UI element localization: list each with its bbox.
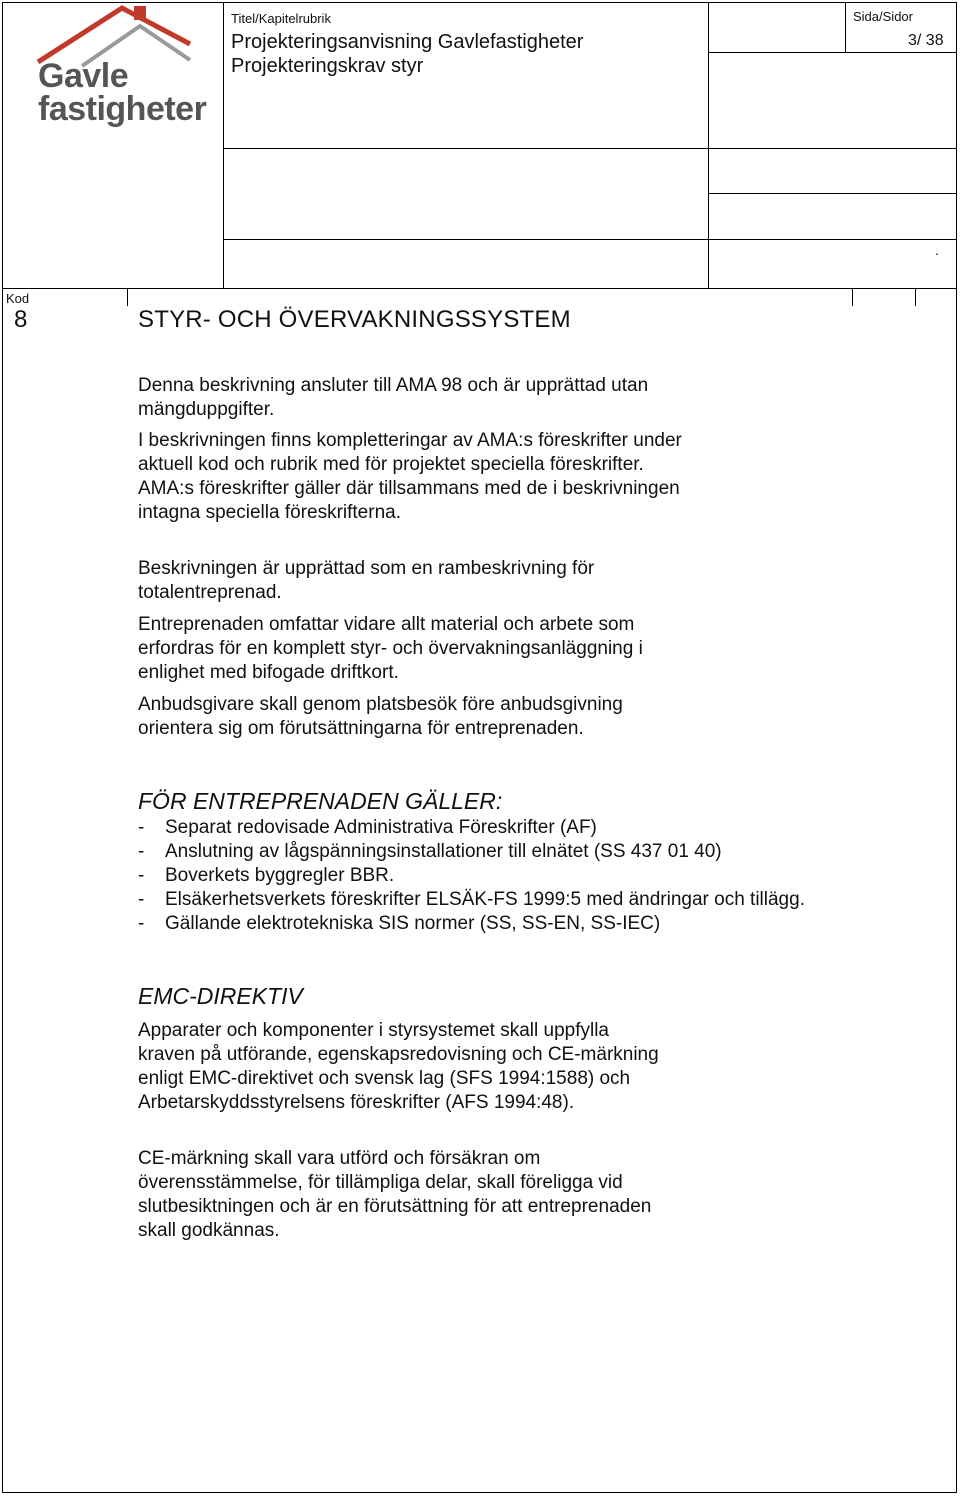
header-divider-mid [708, 2, 709, 288]
intro-paragraph-3: Beskrivningen är upprättad som en rambeskrivning för totalentreprenad. [138, 558, 595, 603]
kod-label: Kod [6, 291, 30, 306]
header-rule-1 [223, 148, 957, 149]
kod-tick [915, 288, 916, 306]
header-divider-left [223, 2, 224, 288]
list-item: - Boverkets byggregler BBR. [138, 865, 395, 886]
applies-list [138, 816, 838, 936]
header-rule-page [708, 52, 957, 53]
kod-tick [852, 288, 853, 306]
intro-paragraph-1: Denna beskrivning ansluter till AMA 98 och är upprättad utan mängduppgifter. [138, 375, 649, 420]
logo-text-line1: Gavle [38, 57, 129, 95]
document-subtitle: Projekteringskrav styr [231, 55, 424, 77]
page-label: Sida/Sidor [853, 9, 913, 24]
intro-paragraph-5: Anbudsgivare skall genom platsbesök före anbudsgivning orientera sig om förutsättningarna för entreprenaden. [138, 694, 623, 739]
document-title: Projekteringsanvisning Gavlefastigheter [231, 31, 584, 53]
intro-paragraph-2: I beskrivningen finns kompletteringar av AMA:s föreskrifter under aktuell kod och rubrik med för projektet speciella föreskrifter. AMA:s föreskrifter gäller där tillsammans med de i beskrivningen intagna speciella föreskrifterna. [138, 430, 682, 523]
header-divider-page [845, 2, 846, 52]
header-rule-3 [223, 239, 957, 240]
page-number: 3/ 38 [908, 32, 944, 49]
header-rule-bottom [2, 288, 957, 289]
page-border [2, 2, 957, 1493]
section-heading: STYR- OCH ÖVERVAKNINGSSYSTEM [138, 306, 571, 333]
list-item: - Elsäkerhetsverkets föreskrifter ELSÄK-FS 1999:5 med ändringar och tillägg. [138, 889, 805, 910]
section-number: 8 [14, 306, 28, 333]
company-logo [30, 4, 207, 132]
list-item: - Separat redovisade Administrativa Föreskrifter (AF) [138, 817, 597, 838]
intro-paragraph-4: Entreprenaden omfattar vidare allt material och arbete som erfordras för en komplett styr- och övervakningsanläggning i enlighet med bifogade driftkort. [138, 614, 643, 683]
title-label: Titel/Kapitelrubrik [231, 11, 331, 26]
applies-heading: FÖR ENTREPRENADEN GÄLLER: [138, 788, 503, 814]
header-rule-2 [708, 193, 957, 194]
list-item: - Gällande elektrotekniska SIS normer (SS, SS-EN, SS-IEC) [138, 913, 661, 934]
list-item: - Anslutning av lågspänningsinstallationer till elnätet (SS 437 01 40) [138, 841, 722, 862]
kod-tick [127, 288, 128, 306]
header-dot: . [935, 242, 939, 258]
emc-paragraph-2: CE-märkning skall vara utförd och försäkran om överensstämmelse, för tillämpliga delar, skall föreligga vid slutbesiktningen och är en förutsättning för att entreprenaden skall godkännas. [138, 1148, 652, 1241]
logo-text-line2: fastigheter [38, 90, 207, 128]
emc-paragraph-1: Apparater och komponenter i styrsystemet skall uppfylla kraven på utförande, egenskapsredovisning och CE-märkning enligt EMC-direktivet och svensk lag (SFS 1994:1588) och Arbetarskyddsstyrelsens föreskrifter (AFS 1994:48). [138, 1020, 659, 1113]
emc-heading: EMC-DIREKTIV [138, 983, 303, 1009]
